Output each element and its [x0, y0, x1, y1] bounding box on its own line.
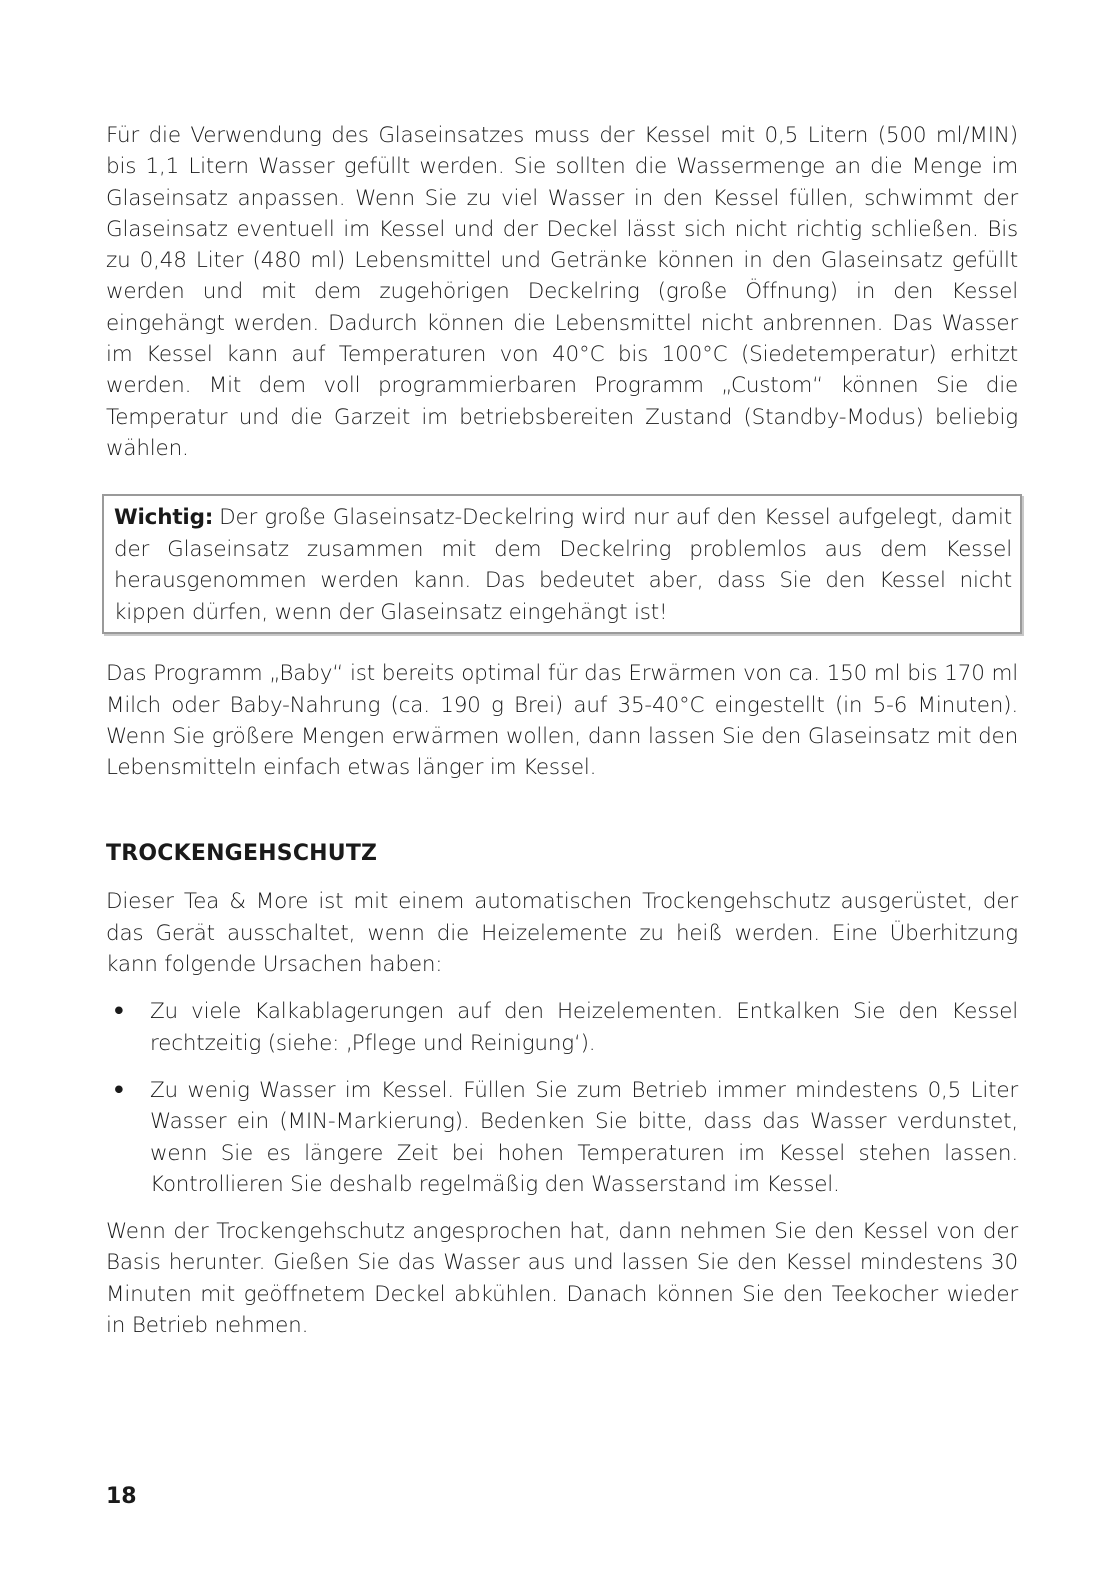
bullet-icon: • — [112, 999, 126, 1025]
important-note-text: Der große Glaseinsatz-Deckelring wird nur auf den Kessel aufgelegt, damit der Glaseinsatz zusammen mit dem Deckelring problemlos aus dem Kessel herausgenommen werden kann. Das bedeutet aber, dass Sie den Kessel nicht kippen dürfen, wenn der Glaseinsatz eingehängt ist! — [114, 505, 1012, 625]
important-note-label: Wichtig: — [114, 505, 214, 531]
page-number: 18 — [106, 1484, 137, 1509]
page-content — [106, 120, 1018, 1341]
baby-program-paragraph: Das Programm „Baby“ ist bereits optimal für das Erwärmen von ca. 150 ml bis 170 ml Milch oder Baby-Nahrung (ca. 190 g Brei) auf 35-40°C eingestellt (in 5-6 Minuten). Wenn Sie größere Mengen erwärmen wollen, dann lassen Sie den Glaseinsatz mit den Lebensmitteln einfach etwas länger im Kessel. — [106, 661, 1018, 781]
section-intro-paragraph: Dieser Tea & More ist mit einem automatischen Trockengehschutz ausgerüstet, der das Gerät ausschaltet, wenn die Heizelemente zu heiß werden. Eine Überhitzung kann folgende Ursachen haben: — [106, 889, 1018, 978]
list-item-text: Zu wenig Wasser im Kessel. Füllen Sie zum Betrieb immer mindestens 0,5 Liter Wasser ein (MIN-Markierung). Bedenken Sie bitte, dass das Wasser verdunstet, wenn Sie es längere Zeit bei hohen Temperaturen im Kessel stehen lassen. Kontrollieren Sie deshalb regelmäßig den Wasserstand im Kessel. — [150, 1077, 1018, 1197]
closing-paragraph: Wenn der Trockengehschutz angesprochen hat, dann nehmen Sie den Kessel von der Basis herunter. Gießen Sie das Wasser aus und lassen Sie den Kessel mindestens 30 Minuten mit geöffnetem Deckel abkühlen. Danach können Sie den Teekocher wieder in Betrieb nehmen. — [106, 1219, 1018, 1339]
list-item — [106, 996, 1018, 1059]
list-item — [106, 1075, 1018, 1200]
intro-paragraph: Für die Verwendung des Glaseinsatzes muss der Kessel mit 0,5 Litern (500 ml/MIN) bis 1,1 Litern Wasser gefüllt werden. Sie sollten die Wassermenge an die Menge im Glaseinsatz anpassen. Wenn Sie zu viel Wasser in den Kessel füllen, schwimmt der Glaseinsatz eventuell im Kessel und der Deckel lässt sich nicht richtig schließen. Bis zu 0,48 Liter (480 ml) Lebensmittel und Getränke können in den Glaseinsatz gefüllt werden und mit dem zugehörigen Deckelring (große Öffnung) in den Kessel eingehängt werden. Dadurch können die Lebensmittel nicht anbrennen. Das Wasser im Kessel kann auf Temperaturen von 40°C bis 100°C (Siedetemperatur) erhitzt werden. Mit dem voll programmierbaren Programm „Custom“ können Sie die Temperatur und die Garzeit im betriebsbereiten Zustand (Standby-Modus) beliebig wählen. — [106, 123, 1018, 461]
important-note-box — [102, 494, 1022, 634]
bullet-icon: • — [112, 1077, 126, 1103]
cause-list — [106, 996, 1018, 1200]
section-title: TROCKENGEHSCHUTZ — [106, 841, 378, 867]
important-note — [114, 502, 1012, 628]
list-item-text: Zu viele Kalkablagerungen auf den Heizelementen. Entkalken Sie den Kessel rechtzeitig (siehe: ‚Pflege und Reinigung‘). — [150, 999, 1018, 1056]
